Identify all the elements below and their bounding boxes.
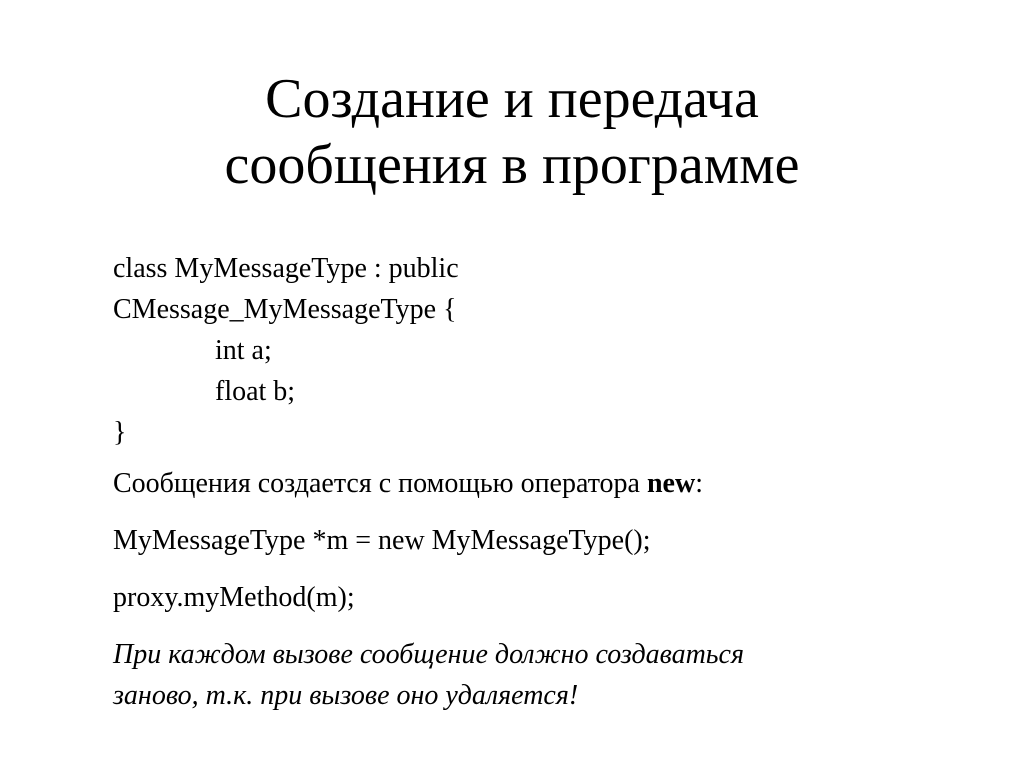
creation-text [113, 463, 913, 504]
statement-line-1: MyMessageType *m = new MyMessageType(); [113, 525, 651, 556]
creation-text-suffix: : [695, 468, 703, 499]
new-keyword: new [646, 468, 696, 499]
slide-title-line-1: Создание и передача [265, 68, 759, 130]
code-line-2: CMessage_MyMessageType { [113, 294, 457, 325]
code-line-3: int a; [215, 335, 272, 366]
code-block [113, 248, 913, 453]
note-line-2: заново, т.к. при вызове оно удаляется! [113, 680, 579, 711]
note-text [113, 634, 913, 716]
statement-line-2: proxy.myMethod(m); [113, 582, 355, 613]
slide-title [0, 66, 1024, 198]
code-line-5: } [113, 417, 127, 448]
slide-title-line-2: сообщения в программе [224, 134, 800, 196]
code-line-1: class MyMessageType : public [113, 253, 459, 284]
slide-body [113, 248, 913, 716]
creation-text-prefix: Сообщения создается с помощью оператора [113, 468, 647, 499]
note-line-1: При каждом вызове сообщение должно создаваться [113, 639, 744, 670]
code-line-4: float b; [215, 376, 296, 407]
